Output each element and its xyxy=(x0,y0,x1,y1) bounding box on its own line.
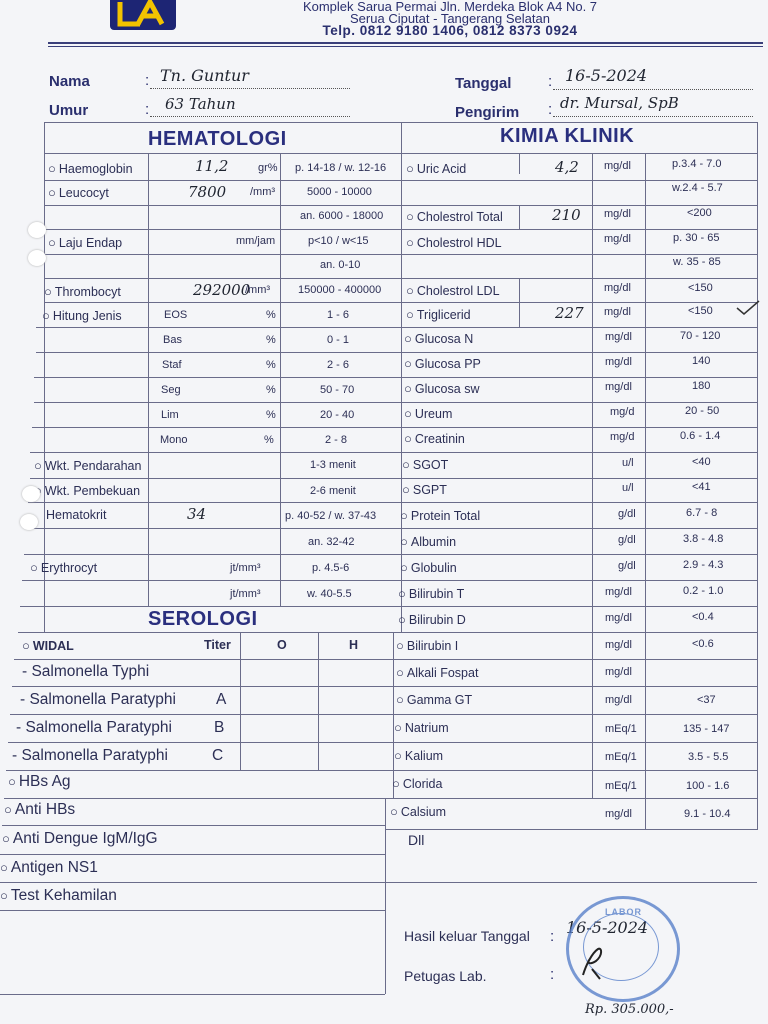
cholestrol-ldl-label: ○ Cholestrol LDL xyxy=(406,283,500,298)
laju-endap-ref: p<10 / w<15 xyxy=(308,235,369,247)
hbs-ag-label: ○ HBs Ag xyxy=(8,773,71,791)
triglicerid-label: ○ Triglicerid xyxy=(406,307,471,322)
hematokrit-ref-anak: an. 32-42 xyxy=(308,536,355,548)
cholestrol-ldl-unit: mg/dl xyxy=(604,282,631,294)
sgot-label: ○ SGOT xyxy=(402,457,448,472)
header-divider xyxy=(48,42,763,44)
kalium-label: ○ Kalium xyxy=(394,748,443,763)
mono-label: Mono xyxy=(160,434,188,446)
clorida-ref: 100 - 1.6 xyxy=(686,780,730,792)
glucosa-pp-unit: mg/dl xyxy=(605,356,632,368)
natrium-label: ○ Natrium xyxy=(394,720,449,735)
calsium-label: ○ Calsium xyxy=(390,804,446,819)
signature xyxy=(578,945,608,981)
gamma-gt-ref: <37 xyxy=(697,694,716,706)
antigen-ns1-label: ○ Antigen NS1 xyxy=(0,859,98,877)
haemoglobin-unit: gr% xyxy=(258,162,278,174)
price-note: Rp. 305.000,- xyxy=(585,1002,674,1017)
petugas-colon: : xyxy=(550,966,555,983)
checkmark-icon xyxy=(735,298,761,318)
hematokrit-value: 34 xyxy=(187,505,207,523)
pendarahan-ref: 1-3 menit xyxy=(310,459,356,471)
triglicerid-value: 227 xyxy=(555,304,584,322)
uric-acid-value: 4,2 xyxy=(555,158,579,176)
hitung-jenis-label: ○ Hitung Jenis xyxy=(42,308,122,323)
bilirubin-i-ref: <0.6 xyxy=(692,638,714,650)
nama-dots xyxy=(150,88,350,89)
pendarahan-label: ○ Wkt. Pendarahan xyxy=(34,458,141,473)
pembekuan-label: ○ Wkt. Pembekuan xyxy=(34,483,140,498)
erythrocyt-unit: jt/mm³ xyxy=(230,562,261,574)
kalium-ref: 3.5 - 5.5 xyxy=(688,751,729,763)
dll-label: Dll xyxy=(408,832,425,848)
header-divider-thin xyxy=(48,46,763,47)
bilirubin-d-unit: mg/dl xyxy=(605,612,632,624)
h-label: H xyxy=(349,638,359,652)
glucosa-sw-ref: 180 xyxy=(692,380,711,392)
albumin-ref: 3.8 - 4.8 xyxy=(683,533,724,545)
leucocyt-label: ○ Leucocyt xyxy=(48,185,109,200)
paratyphi-b-letter: B xyxy=(214,719,225,736)
calsium-ref: 9.1 - 10.4 xyxy=(684,808,731,820)
erythrocyt-label: ○ Erythrocyt xyxy=(30,560,97,575)
leucocyt-ref-anak: an. 6000 - 18000 xyxy=(300,210,384,222)
bas-unit: % xyxy=(266,334,276,346)
hematokrit-label: Hematokrit xyxy=(46,508,107,522)
albumin-label: ○ Albumin xyxy=(400,534,456,549)
address-line-2: Serua Ciputat - Tangerang Selatan xyxy=(350,11,550,26)
hasil-keluar-label: Hasil keluar Tanggal xyxy=(404,928,530,944)
nama-label: Nama xyxy=(49,73,90,90)
seg-unit: % xyxy=(266,384,276,396)
punch-hole-3 xyxy=(22,486,40,502)
nama-value: Tn. Guntur xyxy=(160,66,249,85)
laju-endap-unit: mm/jam xyxy=(236,235,276,247)
protein-total-label: ○ Protein Total xyxy=(400,508,480,523)
glucosa-pp-label: ○ Glucosa PP xyxy=(404,356,481,371)
triglicerid-ref: <150 xyxy=(688,305,713,317)
globulin-unit: g/dl xyxy=(618,560,636,572)
glucosa-pp-ref: 140 xyxy=(692,355,711,367)
hasil-colon: : xyxy=(550,928,555,945)
thrombocyt-value: 292000 xyxy=(193,281,251,299)
globulin-ref: 2.9 - 4.3 xyxy=(683,559,724,571)
seg-label: Seg xyxy=(161,384,181,396)
tanggal-label: Tanggal xyxy=(455,75,512,92)
pengirim-colon: : xyxy=(548,101,553,118)
cholestrol-hdl-unit: mg/dl xyxy=(604,233,631,245)
lim-ref: 20 - 40 xyxy=(320,409,355,421)
pengirim-value: dr. Mursal, SpB xyxy=(560,94,679,112)
paratyphi-c-letter: C xyxy=(212,747,224,764)
hematokrit-ref: p. 40-52 / w. 37-43 xyxy=(285,510,377,522)
creatinin-unit: mg/d xyxy=(610,431,635,443)
titer-label: Titer xyxy=(204,638,231,652)
stamp-text: LABOR xyxy=(605,907,642,917)
serologi-title: SEROLOGI xyxy=(148,608,258,630)
protein-total-unit: g/dl xyxy=(618,508,636,520)
sgpt-label: ○ SGPT xyxy=(402,482,447,497)
tanggal-dots xyxy=(553,89,753,90)
leucocyt-ref: 5000 - 10000 xyxy=(307,186,372,198)
alkali-fospat-unit: mg/dl xyxy=(605,666,632,678)
mono-unit: % xyxy=(264,434,274,446)
bilirubin-i-label: ○ Bilirubin I xyxy=(396,638,458,653)
seg-ref: 50 - 70 xyxy=(320,384,355,396)
lab-logo xyxy=(110,0,176,30)
triglicerid-unit: mg/dl xyxy=(604,306,631,318)
creatinin-label: ○ Creatinin xyxy=(404,431,465,446)
erythrocyt-ref-w: w. 40-5.5 xyxy=(307,588,352,600)
tanggal-value: 16-5-2024 xyxy=(565,66,648,85)
phone-line: Telp. 0812 9180 1406, 0812 8373 0924 xyxy=(322,23,578,38)
uric-acid-label: ○ Uric Acid xyxy=(406,161,466,176)
petugas-lab-label: Petugas Lab. xyxy=(404,968,487,984)
umur-dots xyxy=(150,116,350,117)
cholestrol-total-unit: mg/dl xyxy=(604,208,631,220)
bilirubin-t-ref: 0.2 - 1.0 xyxy=(683,585,724,597)
salmonella-paratyphi-c-label: - Salmonella Paratyphi xyxy=(12,747,168,764)
bas-label: Bas xyxy=(163,334,182,346)
thrombocyt-ref: 150000 - 400000 xyxy=(298,284,382,296)
cholestrol-ldl-ref: <150 xyxy=(688,282,713,294)
umur-label: Umur xyxy=(49,102,89,119)
calsium-unit: mg/dl xyxy=(605,808,632,820)
uric-acid-unit: mg/dl xyxy=(604,160,631,172)
ureum-label: ○ Ureum xyxy=(404,406,452,421)
haemoglobin-ref: p. 14-18 / w. 12-16 xyxy=(295,162,387,174)
uric-acid-ref-w: w.2.4 - 5.7 xyxy=(672,182,723,194)
address-line-1: Komplek Sarua Permai Jln. Merdeka Blok A4 No. 7 xyxy=(302,0,598,14)
natrium-unit: mEq/1 xyxy=(605,723,637,735)
pembekuan-ref: 2-6 menit xyxy=(310,485,356,497)
bilirubin-t-unit: mg/dl xyxy=(605,586,632,598)
ureum-ref: 20 - 50 xyxy=(685,405,720,417)
punch-hole-1 xyxy=(28,222,46,238)
bilirubin-d-label: ○ Bilirubin D xyxy=(398,612,466,627)
anti-hbs-label: ○ Anti HBs xyxy=(4,801,75,819)
glucosa-n-ref: 70 - 120 xyxy=(680,330,721,342)
natrium-ref: 135 - 147 xyxy=(683,723,730,735)
paratyphi-a-letter: A xyxy=(216,691,227,708)
globulin-label: ○ Globulin xyxy=(400,560,457,575)
staf-ref: 2 - 6 xyxy=(327,359,350,371)
test-kehamilan-label: ○ Test Kehamilan xyxy=(0,887,117,905)
laju-endap-label: ○ Laju Endap xyxy=(48,235,122,250)
cholestrol-total-label: ○ Cholestrol Total xyxy=(406,209,503,224)
haemoglobin-label: ○ Haemoglobin xyxy=(48,161,133,176)
salmonella-paratyphi-a-label: - Salmonella Paratyphi xyxy=(20,691,176,708)
gamma-gt-label: ○ Gamma GT xyxy=(396,692,472,707)
clorida-label: ○ Clorida xyxy=(392,776,442,791)
albumin-unit: g/dl xyxy=(618,534,636,546)
punch-hole-4 xyxy=(20,514,38,530)
o-label: O xyxy=(277,638,287,652)
bilirubin-t-label: ○ Bilirubin T xyxy=(398,586,464,601)
sgpt-ref: <41 xyxy=(692,481,711,493)
clorida-unit: mEq/1 xyxy=(605,780,637,792)
erythrocyt-unit-2: jt/mm³ xyxy=(230,588,261,600)
bilirubin-i-unit: mg/dl xyxy=(605,639,632,651)
umur-value: 63 Tahun xyxy=(165,95,236,113)
leucocyt-value: 7800 xyxy=(188,183,227,201)
creatinin-ref: 0.6 - 1.4 xyxy=(680,430,721,442)
bilirubin-d-ref: <0.4 xyxy=(692,611,714,623)
lim-unit: % xyxy=(266,409,276,421)
punch-hole-2 xyxy=(28,250,46,266)
glucosa-n-label: ○ Glucosa N xyxy=(404,331,473,346)
salmonella-paratyphi-b-label: - Salmonella Paratyphi xyxy=(16,719,172,736)
sgot-ref: <40 xyxy=(692,456,711,468)
anti-dengue-label: ○ Anti Dengue IgM/IgG xyxy=(2,830,158,848)
kimia-klinik-title: KIMIA KLINIK xyxy=(500,125,635,147)
cholestrol-hdl-ref-w: w. 35 - 85 xyxy=(673,256,721,268)
hematologi-title: HEMATOLOGI xyxy=(148,128,287,150)
bas-ref: 0 - 1 xyxy=(327,334,350,346)
umur-colon: : xyxy=(145,101,150,118)
cholestrol-total-ref: <200 xyxy=(687,207,712,219)
ureum-unit: mg/d xyxy=(610,406,635,418)
alkali-fospat-label: ○ Alkali Fospat xyxy=(396,665,478,680)
glucosa-sw-unit: mg/dl xyxy=(605,381,632,393)
haemoglobin-value: 11,2 xyxy=(195,157,229,175)
cholestrol-hdl-label: ○ Cholestrol HDL xyxy=(406,235,502,250)
sgot-unit: u/l xyxy=(622,457,634,469)
mono-ref: 2 - 8 xyxy=(325,434,348,446)
glucosa-n-unit: mg/dl xyxy=(605,331,632,343)
gamma-gt-unit: mg/dl xyxy=(605,694,632,706)
staf-label: Staf xyxy=(162,359,182,371)
eos-label: EOS xyxy=(164,309,188,321)
erythrocyt-ref: p. 4.5-6 xyxy=(312,562,350,574)
pengirim-dots xyxy=(553,116,753,117)
thrombocyt-label: ○ Thrombocyt xyxy=(44,284,121,299)
leucocyt-unit: /mm³ xyxy=(250,186,276,198)
tanggal-colon: : xyxy=(548,73,553,90)
cholestrol-total-value: 210 xyxy=(552,206,581,224)
nama-colon: : xyxy=(145,72,150,89)
staf-unit: % xyxy=(266,359,276,371)
protein-total-ref: 6.7 - 8 xyxy=(686,507,718,519)
widal-label: ○ WIDAL xyxy=(22,638,74,653)
kalium-unit: mEq/1 xyxy=(605,751,637,763)
salmonella-typhi-label: - Salmonella Typhi xyxy=(22,663,150,680)
lim-label: Lim xyxy=(161,409,179,421)
hasil-keluar-value: 16-5-2024 xyxy=(566,918,649,937)
pengirim-label: Pengirim xyxy=(455,104,520,121)
sgpt-unit: u/l xyxy=(622,482,634,494)
eos-unit: % xyxy=(266,309,276,321)
eos-ref: 1 - 6 xyxy=(327,309,350,321)
cholestrol-hdl-ref: p. 30 - 65 xyxy=(673,232,720,244)
uric-acid-ref: p.3.4 - 7.0 xyxy=(672,158,722,170)
glucosa-sw-label: ○ Glucosa sw xyxy=(404,381,479,396)
laju-endap-ref-anak: an. 0-10 xyxy=(320,259,361,271)
thrombocyt-unit: /mm³ xyxy=(245,284,271,296)
